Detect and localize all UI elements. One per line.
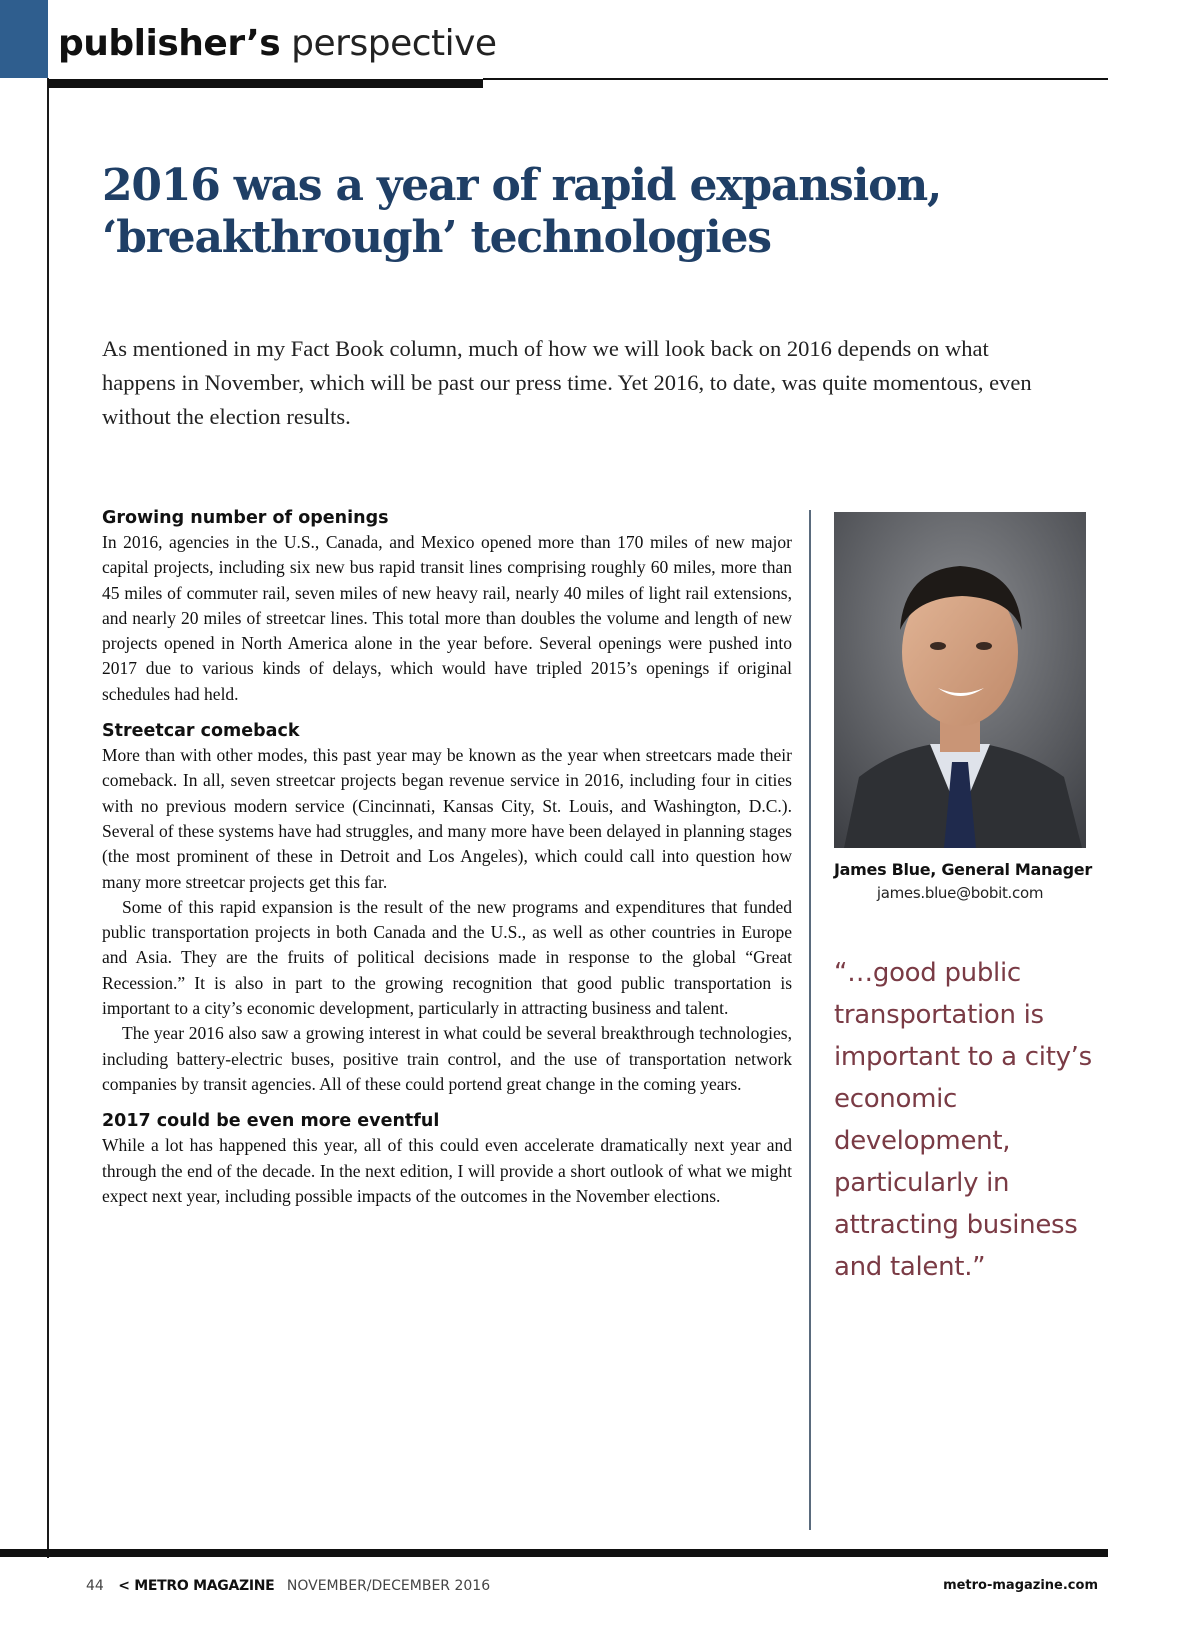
- issue-date: NOVEMBER/DECEMBER 2016: [286, 1578, 491, 1594]
- section-heading: Growing number of openings: [102, 508, 389, 528]
- pull-quote: “…good public transportation is important to a city’s economic development, particularly in attracting business and talent.”: [834, 958, 1092, 1282]
- magazine-brand: < METRO MAGAZINE: [118, 1578, 275, 1594]
- corner-accent-block: [0, 0, 48, 78]
- column-divider: [809, 510, 811, 1530]
- headline-line-2: ‘breakthrough’ technologies: [102, 212, 771, 263]
- section-heading: 2017 could be even more eventful: [102, 1111, 440, 1132]
- footer-rule: [0, 1549, 1108, 1557]
- section-label-bold: publisher’s: [58, 23, 281, 64]
- author-photo: [834, 512, 1086, 848]
- website-link[interactable]: metro-magazine.com: [943, 1578, 1098, 1593]
- body-paragraph: While a lot has happened this year, all of this could even accelerate dramatically next year and through the end of the decade. In the next edition, I will provide a short outlook of what we might expect next year, including possible impacts of the outcomes in the November elections.: [102, 1135, 792, 1206]
- body-paragraph: In 2016, agencies in the U.S., Canada, and Mexico opened more than 170 miles of new major capital projects, including six new bus rapid transit lines comprising roughly 60 miles, more than 45 miles of commuter rail, seven miles of new heavy rail, nearly 40 miles of light rail extensions, and nearly 20 miles of streetcar lines. This total more than doubles the volume and length of new projects opened in North America alone in the year before. Several openings were pushed into 2017 due to various kinds of delays, which would have tripled 2015’s openings if original schedules had held.: [102, 532, 792, 704]
- article-body: [102, 506, 792, 1209]
- photo-caption-name: James Blue, General Manager: [834, 860, 1092, 879]
- body-paragraph: Some of this rapid expansion is the result of the new programs and expenditures that funded public transportation projects in both Canada and the U.S., as well as other countries in Europe and Asia. They are the fruits of political decisions made in response to the global “Great Recession.” It is also in part to the growing recognition that good public transportation is important to a city’s economic development, particularly in attracting business and talent.: [102, 896, 792, 1019]
- article-intro: As mentioned in my Fact Book column, much of how we will look back on 2016 depends on what happens in November, which will be past our press time. Yet 2016, to date, was quite momentous, even without the election results.: [102, 336, 1032, 429]
- article-headline: [102, 160, 1002, 264]
- section-heading: Streetcar comeback: [102, 721, 300, 742]
- photo-caption-email[interactable]: james.blue@bobit.com: [876, 884, 1044, 902]
- headline-line-1: 2016 was a year of rapid expansion,: [102, 160, 942, 211]
- section-label: [58, 23, 497, 64]
- left-margin-rule: [47, 78, 49, 1558]
- section-label-light: perspective: [291, 23, 497, 64]
- page-number: 44: [86, 1578, 104, 1594]
- footer-left: [86, 1578, 490, 1594]
- header-rule-thick: [48, 79, 483, 88]
- body-paragraph: The year 2016 also saw a growing interest in what could be several breakthrough technologies, including battery-electric buses, positive train control, and the use of transportation network companies by transit agencies. All of these could portend great change in the coming years.: [102, 1023, 792, 1094]
- body-paragraph: More than with other modes, this past year may be known as the year when streetcars made their comeback. In all, seven streetcar projects began revenue service in 2016, including four in cities with no previous modern service (Cincinnati, Kansas City, St. Louis, and Washington, D.C.). Several of these systems have had struggles, and many more have been delayed in planning stages (the most prominent of these in Detroit and Los Angeles), which could call into question how many more streetcar projects get this far.: [102, 745, 792, 892]
- header-rule-thin: [483, 78, 1108, 80]
